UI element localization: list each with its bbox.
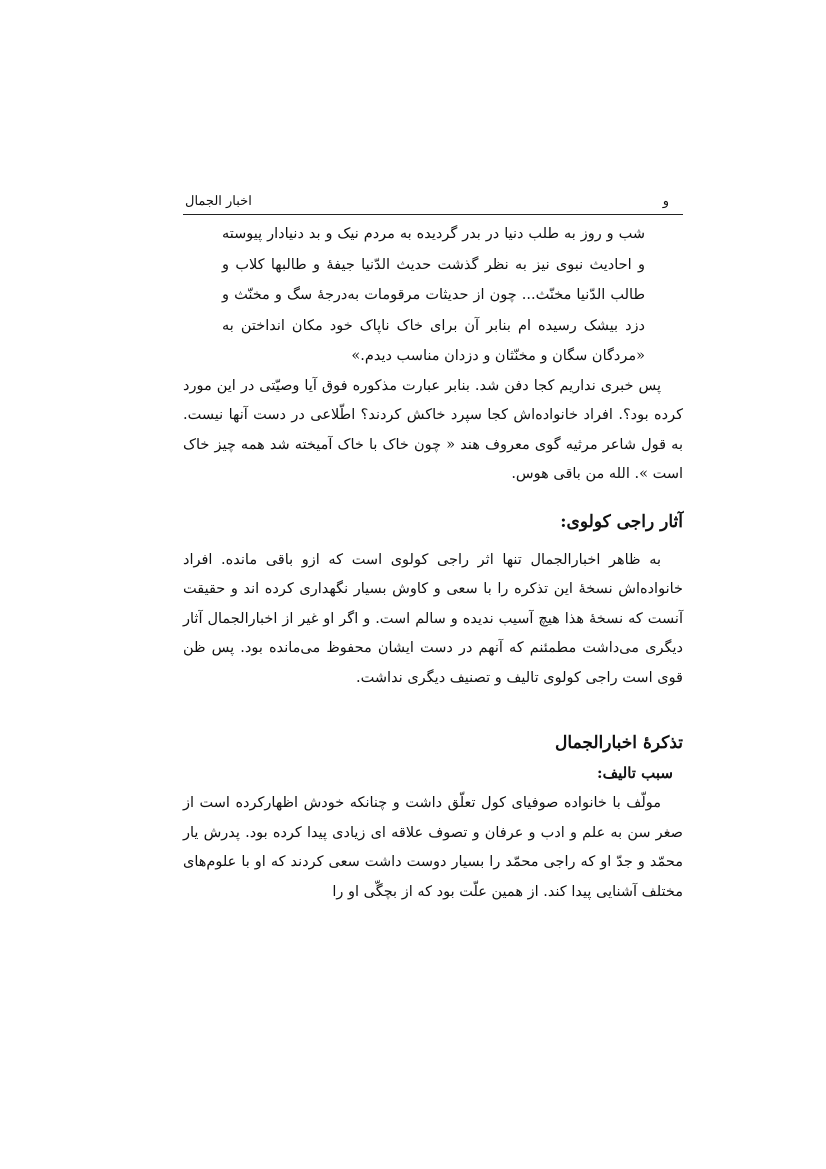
paragraph-reason: مولّف با خانواده صوفیای کول تعلّق داشت و چنانکه خودش اظهارکرده است از صغر سن به علم و ادب و عرفان و تصوف علاقه ای زیادی پیدا کرده بود. پدرش یار محمّد و جدّ او که راجی محمّد را بسیار دوست داشت سعی کردند که او با علوم‌های مختلف آشنایی پیدا کند. از همین علّت بود که از بچگّی او را — [183, 795, 683, 900]
page-content — [183, 215, 683, 907]
running-title: اخبار الجمال — [185, 194, 252, 209]
subheading-reason: سبب تالیف: — [597, 764, 673, 782]
book-page — [183, 180, 683, 907]
heading-works: آثار راجی کولوی: — [560, 511, 683, 532]
block-quote: شب و روز به طلب دنیا در بدر گردیده به مردم نیک و بد دنیادار پیوسته و احادیث نبوی نیز به نظر گذشت حدیث الدّنیا جیفهٔ و طالبها کلاب و طالب الدّنیا مخنّث... چون از حدیثات مرقومات به‌درجهٔ سگ و مخنّث و دزد بیشک رسیده ام بنابر آن برای خاک ناپاک خود مکان انداختن به «مردگان سگان و مخنّثان و دزدان مناسب دیدم.» — [222, 226, 645, 364]
paragraph-works: به ظاهر اخبارالجمال تنها اثر راجی کولوی است که ازو باقی مانده. افراد خانواده‌اش نسخهٔ این تذکره را با سعی و کاوش بسیار نگهداری کرده اند و حقیقت آنست که نسخهٔ هذا هیچ آسیب ندیده و سالم است. و اگر او غیر از اخبارالجمال آثار دیگری می‌داشت مطمئنم که آنهم در دست ایشان محفوظ می‌مانده بود. پس ظن قوی است راجی کولوی تالیف و تصنیف دیگری نداشت. — [183, 551, 683, 686]
page-number: و — [662, 194, 669, 209]
paragraph-burial: پس خبری نداریم کجا دفن شد. بنابر عبارت مذکوره فوق آیا وصیّتی در این مورد کرده بود؟. افراد خانواده‌اش کجا سپرد خاکش کردند؟ اطّلاعی در دست آنها نیست. به قول شاعر مرثیه گوی معروف هند « چون خاک با خاک آمیخته شد همه چیز خاک است ». الله من باقی هوس. — [183, 377, 683, 482]
heading-tadhkira: تذکرهٔ اخبارالجمال — [555, 733, 683, 753]
running-header — [183, 180, 683, 215]
